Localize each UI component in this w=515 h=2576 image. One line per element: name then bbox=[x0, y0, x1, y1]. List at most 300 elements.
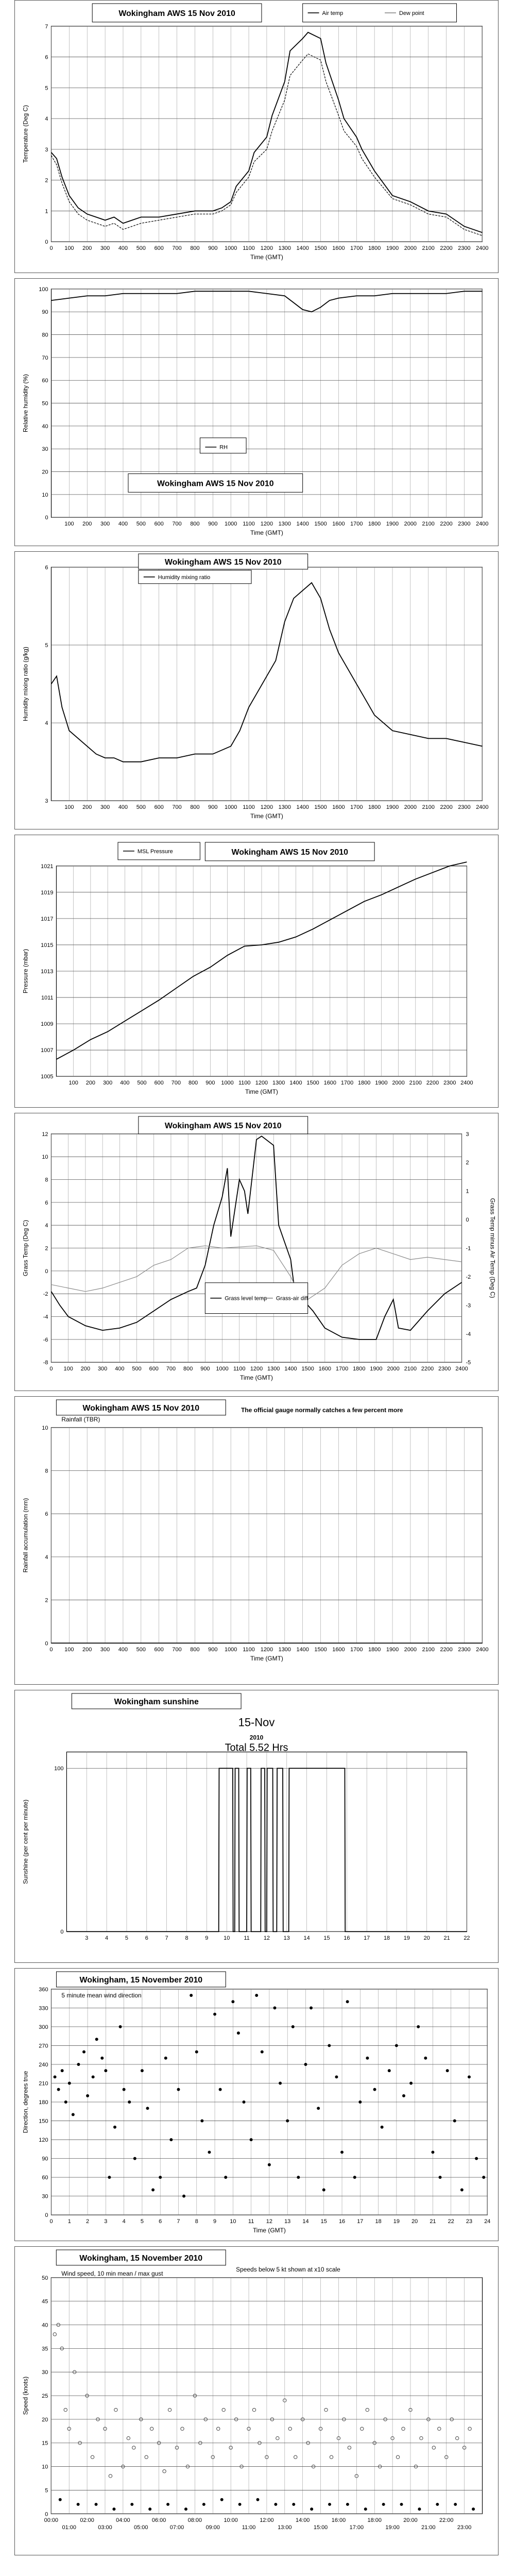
x-tick-label: 1600 bbox=[332, 804, 345, 811]
y-tick-label: 2 bbox=[45, 1597, 48, 1604]
x-tick-label: 21:00 bbox=[421, 2524, 436, 2531]
x-tick-label: 1900 bbox=[370, 1366, 383, 1372]
x-tick-label: 500 bbox=[136, 245, 146, 252]
x-tick-label: 2300 bbox=[443, 1080, 456, 1087]
y-tick-label: 15 bbox=[42, 2440, 48, 2447]
chart-svg bbox=[15, 552, 498, 829]
data-point bbox=[61, 2069, 64, 2072]
x-tick-label: 1000 bbox=[225, 521, 237, 528]
chart-humidity-mixing-ratio bbox=[14, 551, 499, 829]
x-tick-label: 2400 bbox=[476, 245, 489, 252]
x-tick-label: 600 bbox=[154, 1080, 164, 1087]
y-tick-label: 60 bbox=[42, 378, 48, 384]
legend-entry: MSL Pressure bbox=[137, 848, 173, 855]
y-tick-label: 60 bbox=[42, 2175, 48, 2181]
x-tick-label: 1000 bbox=[216, 1366, 229, 1372]
x-tick-label: 00:00 bbox=[44, 2517, 59, 2524]
x-tick-label: 900 bbox=[208, 1647, 218, 1653]
x-tick-label: 0 bbox=[49, 245, 53, 252]
x-axis-label: Time (GMT) bbox=[240, 1374, 273, 1382]
y-tick-label: 20 bbox=[42, 2416, 48, 2423]
y-tick-label: 0 bbox=[45, 1640, 48, 1647]
y-tick-label: 1017 bbox=[41, 916, 54, 922]
data-point bbox=[346, 2503, 349, 2506]
chart-sunshine bbox=[14, 1690, 499, 1963]
y-axis-label: Sunshine (per cent per minute) bbox=[22, 1799, 29, 1884]
x-tick-label: 09:00 bbox=[205, 2524, 220, 2531]
y-axis-label: Speed (knots) bbox=[22, 2376, 29, 2415]
data-point bbox=[92, 2075, 95, 2078]
x-tick-label: 1000 bbox=[225, 245, 237, 252]
y-tick-label: 150 bbox=[39, 2118, 48, 2125]
x-tick-label: 1600 bbox=[332, 521, 345, 528]
x-tick-label: 24 bbox=[484, 2218, 491, 2225]
x-tick-label: 1700 bbox=[350, 804, 363, 811]
y2-tick-label: -3 bbox=[466, 1302, 471, 1309]
chart-title: Wokingham, 15 November 2010 bbox=[79, 2253, 203, 2263]
y-tick-label: 10 bbox=[42, 1425, 48, 1431]
x-tick-label: 2400 bbox=[460, 1080, 473, 1087]
x-tick-label: 2300 bbox=[438, 1366, 451, 1372]
chart-title: Wokingham AWS 15 Nov 2010 bbox=[231, 848, 349, 857]
y-tick-label: 210 bbox=[39, 2080, 48, 2087]
data-point bbox=[436, 2503, 439, 2506]
x-tick-label: 2200 bbox=[440, 521, 453, 528]
x-tick-label: 200 bbox=[82, 1647, 92, 1653]
x-tick-label: 700 bbox=[166, 1366, 176, 1372]
y-tick-label: 2 bbox=[45, 1245, 48, 1252]
chart-title: Wokingham AWS 15 Nov 2010 bbox=[118, 9, 235, 18]
chart-note: The official gauge normally catches a few percent more bbox=[241, 1406, 403, 1414]
x-tick-label: 1100 bbox=[233, 1366, 246, 1372]
x-tick-label: 1600 bbox=[318, 1366, 332, 1372]
x-tick-label: 1500 bbox=[314, 521, 327, 528]
x-tick-label: 600 bbox=[149, 1366, 159, 1372]
x-tick-label: 17:00 bbox=[349, 2524, 364, 2531]
x-tick-label: 1100 bbox=[243, 521, 255, 528]
x-tick-label: 700 bbox=[172, 804, 182, 811]
data-point bbox=[358, 2100, 362, 2104]
data-point bbox=[72, 2113, 75, 2116]
x-tick-label: 1400 bbox=[289, 1080, 302, 1087]
y2-tick-label: -1 bbox=[466, 1245, 471, 1252]
data-point bbox=[166, 2503, 169, 2506]
x-tick-label: 2000 bbox=[404, 804, 417, 811]
chart-svg bbox=[15, 1397, 498, 1684]
data-point bbox=[310, 2006, 313, 2009]
data-point bbox=[95, 2503, 98, 2506]
x-tick-label: 500 bbox=[137, 1080, 147, 1087]
x-tick-label: 900 bbox=[208, 521, 218, 528]
y2-tick-label: -5 bbox=[466, 1360, 471, 1366]
x-tick-label: 1 bbox=[67, 2218, 71, 2225]
y-tick-label: 70 bbox=[42, 354, 48, 361]
data-point bbox=[256, 2498, 260, 2501]
y-tick-label: 25 bbox=[42, 2393, 48, 2400]
y-axis-label: Pressure (mbar) bbox=[22, 948, 29, 994]
x-tick-label: 500 bbox=[136, 804, 146, 811]
x-tick-label: 1700 bbox=[335, 1366, 349, 1372]
x-tick-label: 800 bbox=[190, 1647, 200, 1653]
y-tick-label: 7 bbox=[45, 23, 48, 30]
x-axis-label: Time (GMT) bbox=[252, 2227, 286, 2234]
y-tick-label: 2 bbox=[45, 177, 48, 184]
x-tick-label: 800 bbox=[188, 1080, 198, 1087]
x-tick-label: 1600 bbox=[332, 245, 345, 252]
x-tick-label: 400 bbox=[118, 804, 128, 811]
x-tick-label: 1900 bbox=[386, 804, 399, 811]
legend-entry: Grass level temp bbox=[225, 1295, 267, 1302]
x-tick-label: 300 bbox=[100, 804, 110, 811]
chart-wind-direction bbox=[14, 1968, 499, 2241]
x-tick-label: 2200 bbox=[426, 1080, 439, 1087]
x-tick-label: 02:00 bbox=[80, 2517, 94, 2524]
y-tick-label: 360 bbox=[39, 1986, 48, 1993]
x-tick-label: 2400 bbox=[455, 1366, 468, 1372]
y-tick-label: 4 bbox=[45, 720, 48, 727]
x-tick-label: 200 bbox=[82, 804, 92, 811]
x-tick-label: 300 bbox=[102, 1080, 113, 1087]
data-point bbox=[328, 2044, 331, 2047]
x-tick-label: 2100 bbox=[422, 245, 435, 252]
data-point bbox=[439, 2176, 442, 2179]
x-tick-label: 1500 bbox=[301, 1366, 314, 1372]
x-tick-label: 6 bbox=[159, 2218, 162, 2225]
y-tick-label: 80 bbox=[42, 332, 48, 338]
y-axis-label: Direction, degrees true bbox=[22, 2071, 29, 2133]
x-tick-label: 04:00 bbox=[116, 2517, 130, 2524]
x-tick-label: 1800 bbox=[368, 804, 381, 811]
y-tick-label: 1021 bbox=[41, 863, 54, 870]
y-tick-label: 0 bbox=[60, 1929, 64, 1936]
x-tick-label: 0 bbox=[49, 1366, 53, 1372]
x-tick-label: 2000 bbox=[392, 1080, 405, 1087]
y-tick-label: 90 bbox=[42, 2156, 48, 2162]
x-tick-label: 20 bbox=[411, 2218, 418, 2225]
x-tick-label: 1600 bbox=[323, 1080, 336, 1087]
x-tick-label: 2100 bbox=[404, 1366, 417, 1372]
x-tick-label: 19 bbox=[393, 2218, 400, 2225]
x-tick-label: 2400 bbox=[476, 1647, 489, 1653]
x-tick-label: 23 bbox=[466, 2218, 473, 2225]
chart-wind-speed bbox=[14, 2246, 499, 2555]
y-axis-label: Grass Temp (Deg C) bbox=[22, 1219, 29, 1277]
y-tick-label: -8 bbox=[43, 1360, 48, 1366]
x-tick-label: 200 bbox=[82, 521, 92, 528]
y-tick-label: 6 bbox=[45, 1199, 48, 1206]
data-point bbox=[177, 2088, 180, 2091]
x-tick-label: 1700 bbox=[350, 1647, 363, 1653]
x-tick-label: 1300 bbox=[278, 804, 291, 811]
x-tick-label: 2100 bbox=[422, 521, 435, 528]
x-tick-label: 1700 bbox=[350, 521, 363, 528]
x-tick-label: 1200 bbox=[250, 1366, 263, 1372]
data-point bbox=[159, 2176, 162, 2179]
x-axis-label: Time (GMT) bbox=[245, 1088, 278, 1096]
x-tick-label: 21 bbox=[430, 2218, 436, 2225]
data-point bbox=[141, 2069, 144, 2072]
x-tick-label: 900 bbox=[208, 245, 218, 252]
data-point bbox=[402, 2094, 405, 2097]
x-tick-label: 1100 bbox=[243, 245, 255, 252]
x-tick-label: 1300 bbox=[278, 521, 291, 528]
chart-rainfall bbox=[14, 1396, 499, 1685]
chart-year: 2010 bbox=[249, 1734, 264, 1741]
y-tick-label: -2 bbox=[43, 1291, 48, 1298]
y-tick-label: 8 bbox=[45, 1177, 48, 1183]
x-tick-label: 1000 bbox=[224, 1647, 237, 1653]
x-tick-label: 1600 bbox=[332, 1647, 345, 1653]
y-tick-label: 330 bbox=[39, 2005, 48, 2012]
x-tick-label: 13:00 bbox=[278, 2524, 292, 2531]
data-point bbox=[322, 2188, 325, 2191]
y-tick-label: 6 bbox=[45, 564, 48, 571]
y-axis-label: Relative humidity (%) bbox=[22, 374, 29, 432]
data-point bbox=[112, 2507, 115, 2511]
x-tick-label: 2200 bbox=[440, 245, 453, 252]
x-axis-label: Time (GMT) bbox=[250, 253, 283, 261]
x-tick-label: 400 bbox=[118, 1647, 128, 1653]
y-tick-label: 5 bbox=[45, 85, 48, 92]
x-tick-label: 15:00 bbox=[313, 2524, 328, 2531]
x-tick-label: 8 bbox=[185, 1935, 188, 1942]
data-point bbox=[261, 2050, 264, 2054]
chart-subtitle: Wind speed, 10 min mean / max gust bbox=[61, 2269, 163, 2277]
x-tick-label: 3 bbox=[104, 2218, 108, 2225]
x-tick-label: 8 bbox=[195, 2218, 198, 2225]
x-tick-label: 1200 bbox=[255, 1080, 268, 1087]
x-tick-label: 16 bbox=[338, 2218, 346, 2225]
x-tick-label: 2000 bbox=[404, 1647, 417, 1653]
x-tick-label: 1100 bbox=[243, 804, 255, 811]
y-tick-label: 40 bbox=[42, 423, 48, 430]
y2-tick-label: -4 bbox=[466, 1331, 471, 1337]
y-tick-label: 6 bbox=[45, 1511, 48, 1518]
data-point bbox=[184, 2507, 187, 2511]
data-point bbox=[86, 2094, 89, 2097]
y-tick-label: 30 bbox=[42, 446, 48, 453]
chart-title: Wokingham AWS 15 Nov 2010 bbox=[164, 1121, 282, 1130]
legend-entry: RH bbox=[219, 444, 228, 451]
x-tick-label: 100 bbox=[68, 1080, 78, 1087]
x-tick-label: 100 bbox=[63, 1366, 73, 1372]
y-tick-label: 270 bbox=[39, 2043, 48, 2049]
x-tick-label: 2 bbox=[86, 2218, 90, 2225]
data-point bbox=[77, 2063, 80, 2066]
data-point bbox=[475, 2157, 478, 2160]
x-tick-label: 4 bbox=[105, 1935, 109, 1942]
x-tick-label: 1400 bbox=[296, 521, 309, 528]
x-tick-label: 600 bbox=[154, 521, 164, 528]
y-tick-label: 0 bbox=[45, 2212, 48, 2219]
x-tick-label: 1700 bbox=[350, 245, 363, 252]
x-tick-label: 23:00 bbox=[457, 2524, 472, 2531]
legend-entry: Humidity mixing ratio bbox=[158, 574, 211, 581]
x-tick-label: 11 bbox=[248, 2218, 254, 2225]
data-point bbox=[388, 2069, 391, 2072]
x-tick-label: 18:00 bbox=[367, 2517, 382, 2524]
x-tick-label: 400 bbox=[118, 245, 128, 252]
x-tick-label: 600 bbox=[154, 804, 164, 811]
y-tick-label: 30 bbox=[42, 2193, 48, 2200]
y-tick-label: 20 bbox=[42, 469, 48, 476]
data-point bbox=[335, 2075, 338, 2078]
chart-msl-pressure bbox=[14, 835, 499, 1108]
x-tick-label: 14 bbox=[302, 2218, 309, 2225]
y-tick-label: 1 bbox=[45, 208, 48, 215]
x-tick-label: 9 bbox=[205, 1935, 209, 1942]
x-tick-label: 7 bbox=[165, 1935, 168, 1942]
x-tick-label: 100 bbox=[64, 804, 74, 811]
x-tick-label: 20 bbox=[423, 1935, 430, 1942]
y-tick-label: -4 bbox=[43, 1314, 48, 1320]
data-point bbox=[446, 2069, 449, 2072]
x-tick-label: 1700 bbox=[340, 1080, 354, 1087]
y-tick-label: 4 bbox=[45, 1554, 48, 1561]
x-tick-label: 800 bbox=[190, 521, 200, 528]
x-tick-label: 22:00 bbox=[439, 2517, 454, 2524]
data-point bbox=[431, 2150, 434, 2154]
data-point bbox=[151, 2188, 154, 2191]
x-tick-label: 06:00 bbox=[151, 2517, 166, 2524]
x-tick-label: 600 bbox=[154, 245, 164, 252]
chart-svg bbox=[15, 279, 498, 546]
data-point bbox=[286, 2120, 289, 2123]
x-tick-label: 2200 bbox=[440, 804, 453, 811]
chart-svg bbox=[15, 1690, 498, 1962]
data-point bbox=[482, 2176, 485, 2179]
x-tick-label: 5 bbox=[140, 2218, 144, 2225]
x-tick-label: 10 bbox=[230, 2218, 236, 2225]
y-tick-label: 1015 bbox=[41, 942, 54, 948]
x-tick-label: 15 bbox=[323, 1935, 330, 1942]
data-point bbox=[148, 2507, 151, 2511]
data-point bbox=[224, 2176, 227, 2179]
x-tick-label: 700 bbox=[172, 245, 182, 252]
y-tick-label: 30 bbox=[42, 2369, 48, 2376]
x-tick-label: 900 bbox=[208, 804, 218, 811]
x-tick-label: 200 bbox=[85, 1080, 96, 1087]
x-tick-label: 1900 bbox=[386, 521, 399, 528]
x-tick-label: 14 bbox=[303, 1935, 310, 1942]
x-tick-label: 2000 bbox=[404, 245, 417, 252]
data-point bbox=[195, 2050, 198, 2054]
x-tick-label: 01:00 bbox=[62, 2524, 76, 2531]
data-point bbox=[395, 2044, 398, 2047]
x-tick-label: 2100 bbox=[422, 1647, 435, 1653]
y-tick-label: 1011 bbox=[41, 995, 54, 1002]
x-tick-label: 1300 bbox=[267, 1366, 280, 1372]
x-tick-label: 12:00 bbox=[260, 2517, 274, 2524]
x-tick-label: 700 bbox=[171, 1080, 181, 1087]
data-point bbox=[382, 2503, 385, 2506]
data-point bbox=[417, 2025, 420, 2028]
x-tick-label: 1100 bbox=[243, 1647, 255, 1653]
y-tick-label: 8 bbox=[45, 1468, 48, 1475]
y-tick-label: 45 bbox=[42, 2298, 48, 2305]
chart-title: Wokingham AWS 15 Nov 2010 bbox=[157, 479, 274, 488]
y-tick-label: 35 bbox=[42, 2346, 48, 2352]
x-tick-label: 5 bbox=[125, 1935, 129, 1942]
x-tick-label: 07:00 bbox=[169, 2524, 184, 2531]
data-point bbox=[146, 2107, 149, 2110]
data-point bbox=[100, 2057, 104, 2060]
data-point bbox=[182, 2195, 185, 2198]
data-point bbox=[57, 2088, 60, 2091]
data-point bbox=[128, 2100, 131, 2104]
x-tick-label: 900 bbox=[205, 1080, 215, 1087]
y-tick-label: 10 bbox=[42, 1154, 48, 1161]
x-tick-label: 0 bbox=[49, 2218, 53, 2225]
chart-air-temperature bbox=[14, 0, 499, 273]
chart-note: Speeds below 5 kt shown at x10 scale bbox=[236, 2265, 340, 2273]
x-tick-label: 2400 bbox=[476, 521, 489, 528]
x-tick-label: 2400 bbox=[476, 804, 489, 811]
data-point bbox=[381, 2126, 384, 2129]
x-tick-label: 12 bbox=[263, 1935, 270, 1942]
x-tick-label: 1500 bbox=[314, 804, 327, 811]
data-point bbox=[297, 2176, 300, 2179]
y2-tick-label: 2 bbox=[466, 1160, 469, 1166]
chart-title: Wokingham, 15 November 2010 bbox=[79, 1975, 203, 1985]
x-tick-label: 400 bbox=[118, 521, 128, 528]
data-point bbox=[219, 2088, 222, 2091]
x-tick-label: 1300 bbox=[272, 1080, 285, 1087]
data-point bbox=[472, 2507, 475, 2511]
chart-svg bbox=[15, 2247, 498, 2555]
y2-tick-label: 0 bbox=[466, 1217, 469, 1224]
data-point bbox=[353, 2176, 356, 2179]
x-tick-label: 17 bbox=[357, 2218, 364, 2225]
x-tick-label: 1900 bbox=[386, 245, 399, 252]
x-tick-label: 1500 bbox=[306, 1080, 319, 1087]
data-point bbox=[328, 2503, 331, 2506]
y-tick-label: 100 bbox=[54, 1766, 64, 1772]
x-tick-label: 1000 bbox=[221, 1080, 234, 1087]
x-tick-label: 10:00 bbox=[224, 2517, 238, 2524]
x-tick-label: 1000 bbox=[225, 804, 237, 811]
x-tick-label: 1500 bbox=[314, 1647, 327, 1653]
x-tick-label: 200 bbox=[80, 1366, 91, 1372]
data-point bbox=[113, 2126, 116, 2129]
legend-entry: Air temp bbox=[322, 10, 344, 16]
data-point bbox=[364, 2507, 367, 2511]
x-tick-label: 100 bbox=[64, 1647, 74, 1653]
x-tick-label: 500 bbox=[136, 521, 146, 528]
chart-svg bbox=[15, 1969, 498, 2241]
x-tick-label: 22 bbox=[448, 2218, 454, 2225]
y-tick-label: 1009 bbox=[41, 1021, 54, 1028]
x-tick-label: 1200 bbox=[260, 804, 273, 811]
y-tick-label: 300 bbox=[39, 2024, 48, 2030]
x-tick-label: 100 bbox=[64, 245, 74, 252]
y-tick-label: 12 bbox=[42, 1131, 48, 1138]
y-tick-label: 1005 bbox=[41, 1074, 54, 1080]
y-axis-label: Temperature (Deg C) bbox=[22, 105, 29, 163]
x-tick-label: 300 bbox=[100, 245, 110, 252]
x-tick-label: 1800 bbox=[358, 1080, 371, 1087]
x-tick-label: 13 bbox=[284, 2218, 291, 2225]
x-tick-label: 1300 bbox=[278, 245, 291, 252]
x-tick-label: 1900 bbox=[375, 1080, 388, 1087]
chart-relative-humidity bbox=[14, 278, 499, 546]
data-point bbox=[77, 2503, 80, 2506]
x-tick-label: 2300 bbox=[458, 245, 471, 252]
x-axis-label: Time (GMT) bbox=[250, 1655, 283, 1663]
y-tick-label: 40 bbox=[42, 2322, 48, 2329]
chart-svg bbox=[15, 835, 498, 1107]
y2-tick-label: -2 bbox=[466, 1274, 471, 1280]
